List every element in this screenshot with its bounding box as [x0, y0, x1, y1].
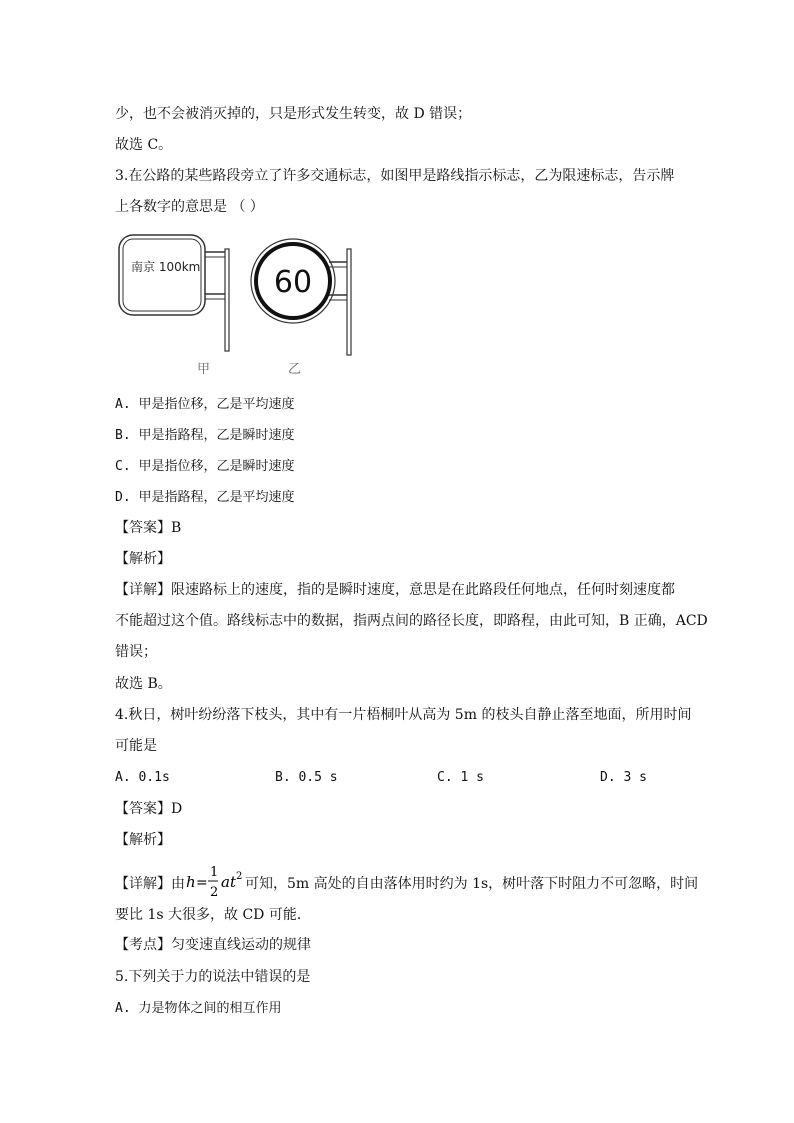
- svg-text:2: 2: [210, 885, 219, 900]
- kaodian-label: 【考点】匀变速直线运动的规律: [115, 937, 311, 953]
- option-d: D. 3 s: [600, 770, 647, 785]
- question-5-stem: 5.下列关于力的说法中错误的是: [115, 969, 311, 985]
- svg-text:at: at: [221, 873, 236, 891]
- detail-text: 【详解】由 h = 1 2 at 2 可知，5m 高处的自由落体用时约为 1s，树叶落下时阻力不可忽略，时间: [115, 865, 699, 900]
- detail-text: 错误；: [115, 644, 157, 660]
- conclusion-text: 故选 B。: [115, 676, 172, 692]
- speed-limit-sign: [251, 239, 351, 377]
- svg-text:1: 1: [210, 865, 219, 880]
- option-b: B. 0.5 s: [275, 770, 338, 785]
- option-a: A. 0.1s: [115, 770, 170, 785]
- option-c: C. 1 s: [437, 770, 484, 785]
- detail-text: 要比 1s 大很多，故 CD 可能．: [115, 907, 311, 923]
- text-line: 少，也不会被消灭掉的，只是形式发生转变，故 D 错误；: [115, 106, 472, 122]
- caption-jia: 甲: [197, 362, 211, 377]
- analysis-label: 【解析】: [115, 832, 171, 848]
- analysis-label: 【解析】: [115, 551, 171, 567]
- option-d: D. 甲是指路程，乙是平均速度: [115, 490, 295, 505]
- option-b: B. 甲是指路程，乙是瞬时速度: [115, 428, 295, 443]
- answer-label: 【答案】B: [115, 520, 182, 536]
- option-a: A. 力是物体之间的相互作用: [115, 1001, 282, 1016]
- question-3-stem: 上各数字的意思是 （ ）: [115, 199, 264, 215]
- option-a: A. 甲是指位移，乙是平均速度: [115, 397, 295, 412]
- detail-text: 不能超过这个值。路线标志中的数据，指两点间的路径长度，即路程，由此可知，B 正确，ACD: [115, 613, 708, 629]
- svg-text:=: =: [196, 875, 208, 891]
- svg-text:h: h: [186, 873, 196, 891]
- traffic-signs-figure: [115, 232, 365, 382]
- question-4-stem: 4.秋日，树叶纷纷落下枝头，其中有一片梧桐叶从高为 5m 的枝头自静止落至地面，所用时间: [115, 707, 692, 723]
- option-c: C. 甲是指位移，乙是瞬时速度: [115, 459, 295, 474]
- free-fall-formula: [185, 864, 245, 900]
- speed-limit-number: 60: [273, 265, 313, 300]
- detail-text: 【详解】限速路标上的速度，指的是瞬时速度，意思是在此路段任何地点，任何时刻速度都: [115, 582, 675, 598]
- caption-yi: 乙: [288, 362, 302, 377]
- question-4-stem: 可能是: [115, 738, 157, 754]
- route-sign-text: 南京 100km: [131, 260, 201, 274]
- answer-label: 【答案】D: [115, 801, 183, 817]
- svg-text:2: 2: [236, 871, 243, 882]
- text-line: 故选 C。: [115, 137, 173, 153]
- question-3-stem: 3.在公路的某些路段旁立了许多交通标志，如图甲是路线指示标志，乙为限速标志，告示牌: [115, 168, 675, 184]
- route-sign: [119, 235, 229, 377]
